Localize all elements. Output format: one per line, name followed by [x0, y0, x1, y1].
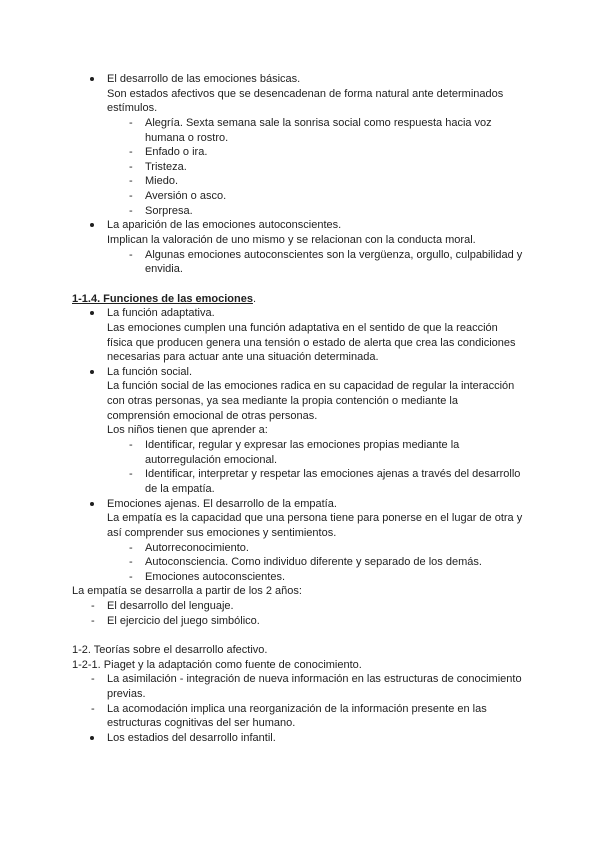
dash-item-cont: estructuras cognitivas del ser humano.	[107, 717, 296, 730]
bullet-item: El desarrollo de las emociones básicas.	[0, 72, 600, 87]
paragraph-line: La función social de las emociones radica en su capacidad de regular la interacción	[107, 380, 515, 393]
dash-item: - Sorpresa.	[0, 204, 600, 219]
dash-item: - Identificar, regular y expresar las emociones propias mediante la	[0, 438, 600, 453]
dash-item-cont: de la empatía.	[145, 482, 215, 495]
dash-item: - Autoconsciencia. Como individuo diferente y separado de los demás.	[0, 555, 600, 570]
paragraph-line: estímulos.	[107, 102, 158, 115]
dash-item: - Enfado o ira.	[0, 145, 600, 160]
dash-item: - Tristeza.	[0, 160, 600, 175]
paragraph-line: así comprender sus emociones y sentimientos.	[107, 526, 337, 539]
dash-item: - Identificar, interpretar y respetar las emociones ajenas a través del desarrollo	[0, 467, 600, 482]
dash-item: - Autorreconocimiento.	[0, 541, 600, 556]
dash-item: - Miedo.	[0, 174, 600, 189]
paragraph-line: física que producen genera una tensión o estado de alerta que crea las condiciones	[107, 336, 516, 349]
paragraph-line: Los niños tienen que aprender a:	[107, 424, 268, 437]
bullet-item: La aparición de las emociones autoconscientes.	[0, 218, 600, 233]
subsection-heading: 1-2-1. Piaget y la adaptación como fuente de conocimiento.	[72, 658, 362, 671]
dash-item: - Algunas emociones autoconscientes son la vergüenza, orgullo, culpabilidad y	[0, 248, 600, 263]
section-heading: 1-2. Teorías sobre el desarrollo afectivo.	[72, 643, 268, 656]
dash-item: - Alegría. Sexta semana sale la sonrisa social como respuesta hacia voz	[0, 116, 600, 131]
heading-suffix: .	[252, 292, 257, 305]
bullet-item: La función adaptativa.	[0, 306, 600, 321]
dash-item: - La asimilación - integración de nueva información en las estructuras de conocimiento	[0, 672, 600, 687]
paragraph-line: Implican la valoración de uno mismo y se relacionan con la conducta moral.	[107, 234, 476, 247]
dash-item: - El ejercicio del juego simbólico.	[0, 614, 600, 629]
paragraph-line: La empatía es la capacidad que una persona tiene para ponerse en el lugar de otra y	[107, 512, 523, 525]
paragraph-line: La empatía se desarrolla a partir de los 2 años:	[72, 585, 302, 598]
bullet-item: La función social.	[0, 365, 600, 380]
dash-item-cont: autorregulación emocional.	[145, 453, 278, 466]
dash-item: - Emociones autoconscientes.	[0, 570, 600, 585]
bullet-item: Emociones ajenas. El desarrollo de la empatía.	[0, 497, 600, 512]
dash-item: - El desarrollo del lenguaje.	[0, 599, 600, 614]
dash-item-cont: humana o rostro.	[145, 131, 229, 144]
paragraph-line: con otras personas, ya sea mediante la propia contención o mediante la	[107, 395, 458, 408]
dash-item-cont: envidia.	[145, 263, 183, 276]
document-page	[0, 72, 600, 745]
bullet-item: Los estadios del desarrollo infantil.	[0, 731, 600, 746]
dash-item: - La acomodación implica una reorganización de la información presente en las	[0, 702, 600, 717]
heading-text: 1-1.4. Funciones de las emociones	[72, 292, 253, 305]
section-heading	[0, 292, 600, 307]
paragraph-line: necesarias para actuar ante una situación determinada.	[107, 351, 379, 364]
dash-item-cont: previas.	[107, 687, 146, 700]
paragraph-line: Las emociones cumplen una función adaptativa en el sentido de que la reacción	[107, 321, 498, 334]
dash-item: - Aversión o asco.	[0, 189, 600, 204]
paragraph-line: Son estados afectivos que se desencadenan de forma natural ante determinados	[107, 87, 504, 100]
paragraph-line: comprensión emocional de otras personas.	[107, 409, 318, 422]
